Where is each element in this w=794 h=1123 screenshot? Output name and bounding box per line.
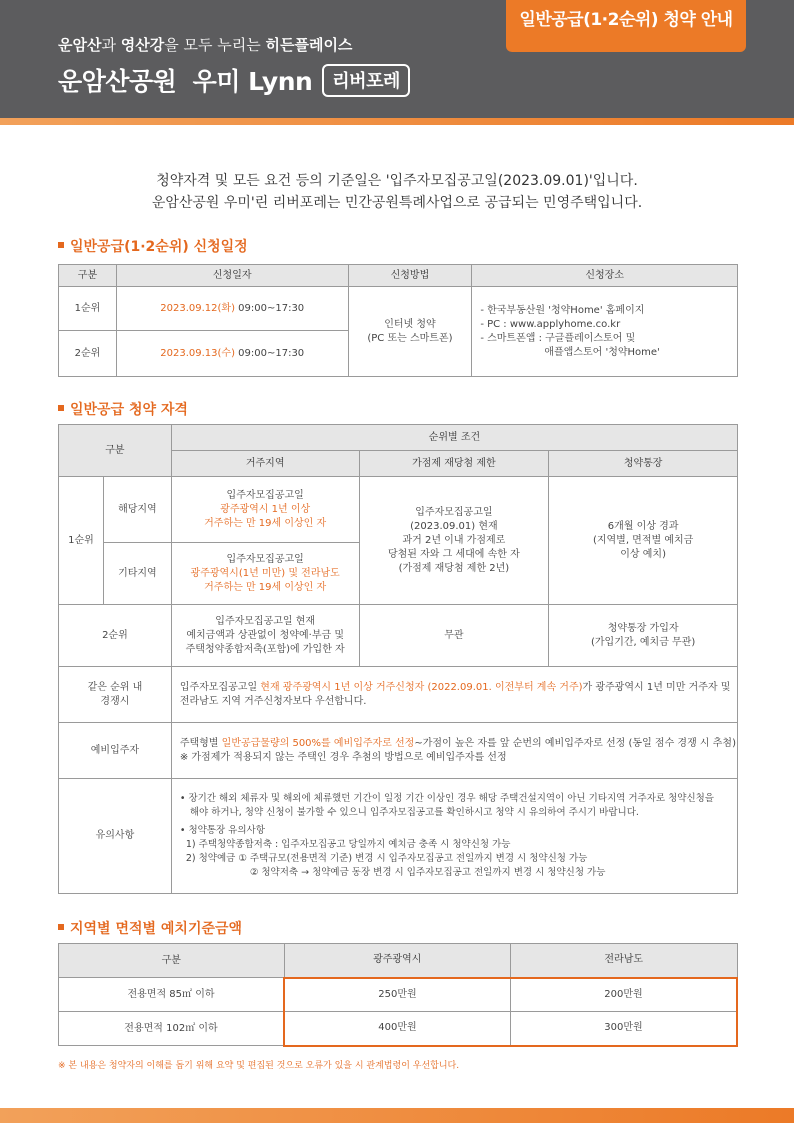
schedule-header-cell: 신청방법 <box>348 265 472 287</box>
deposit-area: 전용면적 102㎡ 이하 <box>59 1012 285 1046</box>
qual-header-gubun: 구분 <box>59 425 172 477</box>
intro-line-1: 청약자격 및 모든 요건 등의 기준일은 '입주자모집공고일(2023.09.01)'입니다. <box>156 173 638 189</box>
section-title-schedule: 일반공급(1·2순위) 신청일정 <box>58 236 248 256</box>
header-subtitle: 운암산과 영산강을 모두 누리는 히든플레이스 <box>58 36 353 54</box>
qual-header-residence: 거주지역 <box>171 451 359 477</box>
qual-same-rank-text: 입주자모집공고일 현재 광주광역시 1년 이상 거주신청자 (2022.09.01. 이전부터 계속 거주)가 광주광역시 1년 미만 거주자 및 전라남도 지역 거주신청자보다 우선합니다. <box>171 667 737 723</box>
qual-header-limit: 가점제 재당첨 제한 <box>359 451 549 477</box>
schedule-rank: 2순위 <box>59 331 117 377</box>
header-accent-bar <box>0 118 794 125</box>
header-badge: 리버포레 <box>322 64 410 97</box>
schedule-date: 2023.09.13(수) 09:00~17:30 <box>116 331 348 377</box>
schedule-date: 2023.09.12(화) 09:00~17:30 <box>116 287 348 331</box>
schedule-header-cell: 구분 <box>59 265 117 287</box>
qual-local: 해당지역 <box>103 477 171 543</box>
deposit-jeonnam: 200만원 <box>510 978 737 1012</box>
qual-caution-text: • 장기간 해외 체류자 및 해외에 체류했던 기간이 일정 기간 이상인 경우 해당 주택건설지역이 아닌 기타지역 거주자로 청약신청을 해야 하거나, 청약 신청이 불가할 수 있으니 입주자모집공고를 확인하시고 청약 시 유의하여 주시기 바랍니다. • 청약통장 유의사항 1) 주택청약종합저축 : 입주자모집공고 당일까지 예치금 충족 시 청약신청 가능 2) 청약예금 ① 주택규모(전용면적 기준) 변경 시 입주자모집공고 전일까지 변경 시 청약신청 가능 ② 청약저축 → 청약예금 동장 변경 시 입주자모집공고 전일까지 변경 시 청약신청 가능 <box>171 779 737 894</box>
qual-rank2-limit: 무관 <box>359 605 549 667</box>
deposit-jeonnam: 300만원 <box>510 1012 737 1046</box>
footer-accent-bar <box>0 1108 794 1123</box>
schedule-place: - 한국부동산원 '청약Home' 홈페이지 - PC : www.applyhome.co.kr - 스마트폰앱 : 구글플레이스토어 및 애플앱스토어 '청약Home' <box>472 287 738 377</box>
qualification-table <box>58 424 738 894</box>
section-title-deposit: 지역별 면적별 예치기준금액 <box>58 918 242 938</box>
deposit-header-cell: 전라남도 <box>510 944 737 978</box>
qual-header-condition: 순위별 조건 <box>171 425 737 451</box>
deposit-gwangju: 400만원 <box>284 1012 510 1046</box>
header-title: 운암산공원 우미 Lynn 리버포레 <box>58 62 410 98</box>
schedule-header-cell: 신청장소 <box>472 265 738 287</box>
schedule-method: 인터넷 청약 (PC 또는 스마트폰) <box>348 287 472 377</box>
qual-reserve-text: 주택형별 일반공급물량의 500%를 예비입주자로 선정~가점이 높은 자를 앞 순번의 예비입주자로 선정 (동일 점수 경쟁 시 추첨) ※ 가점제가 적용되지 않는 주택인 경우 추첨의 방법으로 예비입주자를 선정 <box>171 723 737 779</box>
intro-line-2: 운암산공원 우미'린 리버포레는 민간공원특례사업으로 공급되는 민영주택입니다. <box>151 195 643 211</box>
qual-limit: 입주자모집공고일 (2023.09.01) 현재 과거 2년 이내 가점제로 당첨된 자와 그 세대에 속한 자 (가점제 재당첨 제한 2년) <box>359 477 549 605</box>
qual-rank2: 2순위 <box>59 605 172 667</box>
deposit-gwangju: 250만원 <box>284 978 510 1012</box>
qual-rank1: 1순위 <box>59 477 104 605</box>
qual-header-account: 청약통장 <box>549 451 738 477</box>
bullet-square-icon <box>58 405 64 411</box>
qual-caution-label: 유의사항 <box>59 779 172 894</box>
deposit-header-cell: 광주광역시 <box>284 944 510 978</box>
header-tab-label: 일반공급(1·2순위) 청약 안내 <box>506 0 746 52</box>
section-title-qualification: 일반공급 청약 자격 <box>58 399 188 419</box>
schedule-header-cell: 신청일자 <box>116 265 348 287</box>
bullet-square-icon <box>58 924 64 930</box>
qual-rank2-account: 청약통장 가입자 (가입기간, 예치금 무관) <box>549 605 738 667</box>
intro-text <box>0 170 794 214</box>
qual-other-residence: 입주자모집공고일 광주광역시(1년 미만) 및 전라남도 거주하는 만 19세 이상인 자 <box>171 543 359 605</box>
schedule-rank: 1순위 <box>59 287 117 331</box>
qual-local-residence: 입주자모집공고일 광주광역시 1년 이상 거주하는 만 19세 이상인 자 <box>171 477 359 543</box>
schedule-table <box>58 264 738 377</box>
qual-rank2-residence: 입주자모집공고일 현재 예치금액과 상관없이 청약예·부금 및 주택청약종합저축(포함)에 가입한 자 <box>171 605 359 667</box>
qual-reserve-label: 예비입주자 <box>59 723 172 779</box>
footnote: ※ 본 내용은 청약자의 이해를 돕기 위해 요약 및 편집된 것으로 오류가 있을 시 관계법령이 우선합니다. <box>58 1061 460 1071</box>
deposit-table <box>58 943 738 1047</box>
qual-same-rank-label: 같은 순위 내 경쟁시 <box>59 667 172 723</box>
qual-account: 6개월 이상 경과 (지역별, 면적별 예치금 이상 예치) <box>549 477 738 605</box>
qual-other: 기타지역 <box>103 543 171 605</box>
deposit-header-cell: 구분 <box>59 944 285 978</box>
deposit-area: 전용면적 85㎡ 이하 <box>59 978 285 1012</box>
bullet-square-icon <box>58 242 64 248</box>
